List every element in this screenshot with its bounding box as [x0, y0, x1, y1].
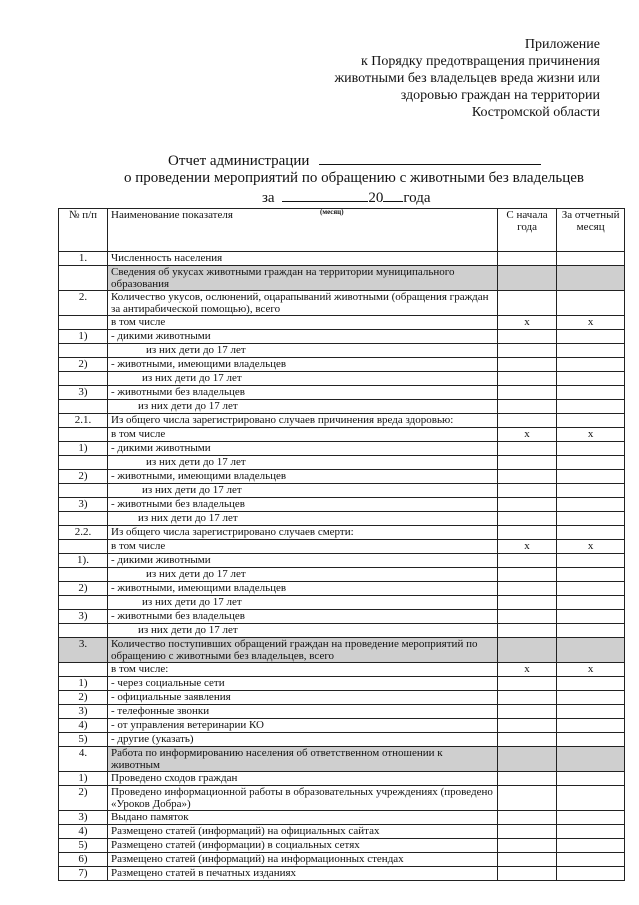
table-row: [59, 638, 625, 663]
row-col1-cell[interactable]: [497, 677, 556, 691]
row-col1-cell[interactable]: [497, 867, 556, 881]
row-col2-cell[interactable]: [557, 484, 625, 498]
table-row: [59, 470, 625, 484]
row-num: 2): [59, 691, 108, 705]
row-col1-cell[interactable]: x: [497, 316, 556, 330]
row-name: в том числе: [108, 540, 498, 554]
row-num: 3): [59, 498, 108, 512]
row-col2-cell[interactable]: [557, 719, 625, 733]
appendix-line: животными без владельцев вреда жизни или: [334, 71, 600, 86]
row-name: в том числе:: [108, 663, 498, 677]
table-row: [59, 747, 625, 772]
row-col2-cell[interactable]: [557, 386, 625, 400]
row-col1-cell[interactable]: [497, 252, 556, 266]
row-col2-cell[interactable]: [557, 330, 625, 344]
row-col2-cell[interactable]: [557, 582, 625, 596]
row-col1-cell[interactable]: [497, 386, 556, 400]
row-name: - животными, имеющими владельцев: [108, 582, 498, 596]
table-row: [59, 428, 625, 442]
administration-blank[interactable]: [319, 150, 541, 165]
row-col2-cell[interactable]: [557, 344, 625, 358]
row-name: Работа по информированию населения об ответственном отношении к животным: [108, 747, 498, 772]
row-col1-cell[interactable]: x: [497, 663, 556, 677]
row-name: - животными без владельцев: [108, 498, 498, 512]
row-num: [59, 540, 108, 554]
table-row: [59, 811, 625, 825]
row-num: [59, 596, 108, 610]
row-col2-cell[interactable]: [557, 733, 625, 747]
row-col2-cell[interactable]: [557, 786, 625, 811]
row-num: 1).: [59, 554, 108, 568]
title-line2: о проведении мероприятий по обращению с животными без владельцев: [124, 170, 584, 186]
row-col1-cell[interactable]: [497, 554, 556, 568]
row-col1-cell[interactable]: [497, 414, 556, 428]
row-num: [59, 484, 108, 498]
row-name: Сведения об укусах животными граждан на территории муниципального образования: [108, 266, 498, 291]
row-col1-cell[interactable]: [497, 470, 556, 484]
row-col1-cell[interactable]: [497, 344, 556, 358]
row-col1-cell[interactable]: [497, 839, 556, 853]
table-row: [59, 719, 625, 733]
table-row: [59, 358, 625, 372]
row-name: в том числе: [108, 428, 498, 442]
row-name: - официальные заявления: [108, 691, 498, 705]
table-row: [59, 554, 625, 568]
row-col1-cell[interactable]: [497, 610, 556, 624]
row-col2-cell[interactable]: [557, 853, 625, 867]
table-row: [59, 691, 625, 705]
row-col1-cell[interactable]: [497, 786, 556, 811]
row-col2-cell[interactable]: x: [557, 540, 625, 554]
year-blank[interactable]: [383, 187, 403, 202]
table-row: [59, 498, 625, 512]
row-name: Проведено сходов граждан: [108, 772, 498, 786]
row-col1-cell[interactable]: [497, 372, 556, 386]
appendix-line: здоровью граждан на территории: [400, 88, 600, 103]
header-num: № п/п: [59, 209, 108, 252]
row-name: Выдано памяток: [108, 811, 498, 825]
year-prefix: 20: [368, 190, 384, 206]
table-row: [59, 733, 625, 747]
row-name: Размещено статей (информации) в социальных сетях: [108, 839, 498, 853]
za-label: за: [262, 190, 275, 206]
row-name: Размещено статей в печатных изданиях: [108, 867, 498, 881]
row-name: - животными без владельцев: [108, 386, 498, 400]
row-num: 3): [59, 610, 108, 624]
table-row: [59, 266, 625, 291]
row-col1-cell[interactable]: [497, 772, 556, 786]
row-col2-cell[interactable]: [557, 677, 625, 691]
row-num: 2.: [59, 291, 108, 316]
year-word: года: [403, 190, 431, 206]
row-col1-cell[interactable]: [497, 747, 556, 772]
row-num: 1): [59, 772, 108, 786]
row-col2-cell[interactable]: [557, 772, 625, 786]
table-row: [59, 386, 625, 400]
row-col1-cell[interactable]: [497, 358, 556, 372]
row-num: 3): [59, 811, 108, 825]
row-col2-cell[interactable]: [557, 839, 625, 853]
row-col2-cell[interactable]: [557, 624, 625, 638]
row-name: из них дети до 17 лет: [108, 568, 498, 582]
row-col2-cell[interactable]: [557, 825, 625, 839]
table-row: [59, 540, 625, 554]
row-col1-cell[interactable]: [497, 456, 556, 470]
row-name: - животными, имеющими владельцев: [108, 358, 498, 372]
row-num: 2): [59, 786, 108, 811]
table-row: [59, 705, 625, 719]
row-num: 4): [59, 825, 108, 839]
row-num: 2.2.: [59, 526, 108, 540]
row-num: [59, 624, 108, 638]
table-row: [59, 512, 625, 526]
row-col2-cell[interactable]: x: [557, 663, 625, 677]
row-col1-cell[interactable]: [497, 825, 556, 839]
row-col2-cell[interactable]: [557, 414, 625, 428]
row-num: [59, 316, 108, 330]
row-name: Количество укусов, ослюнений, оцарапываний животными (обращения граждан за антирабической помощью), всего: [108, 291, 498, 316]
row-name: Размещено статей (информаций) на официальных сайтах: [108, 825, 498, 839]
row-col2-cell[interactable]: [557, 442, 625, 456]
row-col1-cell[interactable]: [497, 498, 556, 512]
row-col2-cell[interactable]: [557, 358, 625, 372]
row-col1-cell[interactable]: [497, 442, 556, 456]
row-col1-cell[interactable]: [497, 484, 556, 498]
row-col1-cell[interactable]: [497, 582, 556, 596]
row-col2-cell[interactable]: [557, 252, 625, 266]
table-row: [59, 526, 625, 540]
row-num: 1): [59, 442, 108, 456]
appendix-line: к Порядку предотвращения причинения: [360, 54, 600, 69]
row-col1-cell[interactable]: [497, 596, 556, 610]
row-num: 1): [59, 330, 108, 344]
row-name: Из общего числа зарегистрировано случаев причинения вреда здоровью:: [108, 414, 498, 428]
table-row: [59, 330, 625, 344]
month-blank[interactable]: [282, 187, 368, 202]
row-name: - телефонные звонки: [108, 705, 498, 719]
row-num: 2): [59, 470, 108, 484]
row-num: 1.: [59, 252, 108, 266]
row-num: [59, 266, 108, 291]
row-col2-cell[interactable]: [557, 400, 625, 414]
row-name: из них дети до 17 лет: [108, 484, 498, 498]
row-col2-cell[interactable]: [557, 456, 625, 470]
row-num: 2): [59, 582, 108, 596]
row-col1-cell[interactable]: [497, 638, 556, 663]
table-row: [59, 772, 625, 786]
table-row: [59, 484, 625, 498]
row-name: - дикими животными: [108, 554, 498, 568]
row-col2-cell[interactable]: [557, 747, 625, 772]
table-row: [59, 663, 625, 677]
row-num: 6): [59, 853, 108, 867]
row-num: 2): [59, 358, 108, 372]
table-row: [59, 252, 625, 266]
row-col2-cell[interactable]: [557, 470, 625, 484]
row-col2-cell[interactable]: [557, 596, 625, 610]
row-num: 3): [59, 705, 108, 719]
appendix-line: Костромской области: [471, 105, 600, 120]
table-row: [59, 853, 625, 867]
row-col2-cell[interactable]: [557, 568, 625, 582]
row-col1-cell[interactable]: [497, 719, 556, 733]
table-row: [59, 442, 625, 456]
table-row: [59, 677, 625, 691]
table-row: [59, 825, 625, 839]
table-header-row: [59, 209, 625, 252]
appendix-line: Приложение: [524, 37, 600, 52]
row-name: - животными без владельцев: [108, 610, 498, 624]
row-name: - другие (указать): [108, 733, 498, 747]
row-num: [59, 456, 108, 470]
row-name: из них дети до 17 лет: [108, 624, 498, 638]
row-name: из них дети до 17 лет: [108, 596, 498, 610]
row-name: - дикими животными: [108, 442, 498, 456]
table-row: [59, 372, 625, 386]
row-name: из них дети до 17 лет: [108, 344, 498, 358]
table-row: [59, 316, 625, 330]
row-col1-cell[interactable]: [497, 291, 556, 316]
table-row: [59, 400, 625, 414]
table-row: [59, 596, 625, 610]
row-col1-cell[interactable]: [497, 811, 556, 825]
table-row: [59, 786, 625, 811]
row-num: 4): [59, 719, 108, 733]
row-col2-cell[interactable]: [557, 811, 625, 825]
row-col2-cell[interactable]: [557, 705, 625, 719]
month-note: (месяц): [320, 208, 344, 216]
row-name: Размещено статей (информаций) на информационных стендах: [108, 853, 498, 867]
row-col2-cell[interactable]: [557, 512, 625, 526]
row-num: [59, 512, 108, 526]
row-col1-cell[interactable]: [497, 691, 556, 705]
row-col2-cell[interactable]: [557, 372, 625, 386]
row-col2-cell[interactable]: [557, 610, 625, 624]
row-num: [59, 428, 108, 442]
row-name: Численность населения: [108, 252, 498, 266]
table-row: [59, 344, 625, 358]
row-col1-cell[interactable]: [497, 733, 556, 747]
row-name: - через социальные сети: [108, 677, 498, 691]
row-col1-cell[interactable]: [497, 330, 556, 344]
row-col2-cell[interactable]: [557, 554, 625, 568]
row-name: Проведено информационной работы в образовательных учреждениях (проведено «Уроков Добра»): [108, 786, 498, 811]
table-row: [59, 839, 625, 853]
row-col2-cell[interactable]: [557, 266, 625, 291]
row-col1-cell[interactable]: [497, 853, 556, 867]
table-row: [59, 291, 625, 316]
row-name: Из общего числа зарегистрировано случаев смерти:: [108, 526, 498, 540]
row-col2-cell[interactable]: x: [557, 428, 625, 442]
row-name: - животными, имеющими владельцев: [108, 470, 498, 484]
row-name: из них дети до 17 лет: [108, 372, 498, 386]
table-row: [59, 610, 625, 624]
table-row: [59, 867, 625, 881]
table-row: [59, 414, 625, 428]
row-col2-cell[interactable]: [557, 638, 625, 663]
row-col1-cell[interactable]: [497, 624, 556, 638]
row-col1-cell[interactable]: [497, 512, 556, 526]
row-num: 3.: [59, 638, 108, 663]
row-col1-cell[interactable]: [497, 526, 556, 540]
row-col2-cell[interactable]: x: [557, 316, 625, 330]
row-name: из них дети до 17 лет: [108, 456, 498, 470]
row-num: 4.: [59, 747, 108, 772]
report-table: [58, 208, 625, 881]
row-col1-cell[interactable]: x: [497, 540, 556, 554]
row-num: [59, 400, 108, 414]
row-name: из них дети до 17 лет: [108, 400, 498, 414]
table-row: [59, 568, 625, 582]
header-col2: За отчетный месяц: [557, 209, 625, 252]
row-num: 2.1.: [59, 414, 108, 428]
row-col2-cell[interactable]: [557, 291, 625, 316]
header-name: Наименование показателя: [108, 209, 498, 252]
row-num: 1): [59, 677, 108, 691]
row-num: [59, 344, 108, 358]
row-col1-cell[interactable]: [497, 705, 556, 719]
row-num: 5): [59, 733, 108, 747]
row-num: [59, 372, 108, 386]
row-col1-cell[interactable]: [497, 266, 556, 291]
row-num: 3): [59, 386, 108, 400]
table-row: [59, 456, 625, 470]
table-row: [59, 624, 625, 638]
table-row: [59, 582, 625, 596]
row-num: 7): [59, 867, 108, 881]
row-col1-cell[interactable]: x: [497, 428, 556, 442]
row-col2-cell[interactable]: [557, 867, 625, 881]
appendix-header: [270, 36, 600, 121]
row-col2-cell[interactable]: [557, 691, 625, 705]
row-col1-cell[interactable]: [497, 400, 556, 414]
row-col2-cell[interactable]: [557, 498, 625, 512]
header-col1: С начала года: [497, 209, 556, 252]
row-num: [59, 663, 108, 677]
row-name: Количество поступивших обращений граждан на проведение мероприятий по обращению с животными без владельцев, всего: [108, 638, 498, 663]
row-num: 5): [59, 839, 108, 853]
row-col1-cell[interactable]: [497, 568, 556, 582]
row-num: [59, 568, 108, 582]
row-name: - дикими животными: [108, 330, 498, 344]
row-col2-cell[interactable]: [557, 526, 625, 540]
title-line1: Отчет администрации: [168, 153, 310, 169]
row-name: из них дети до 17 лет: [108, 512, 498, 526]
row-name: в том числе: [108, 316, 498, 330]
row-name: - от управления ветеринарии КО: [108, 719, 498, 733]
